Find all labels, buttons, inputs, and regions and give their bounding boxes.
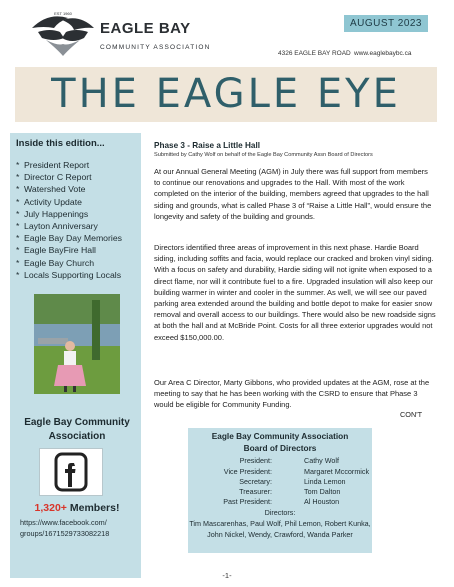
issue-date-badge: AUGUST 2023 (344, 15, 428, 32)
directors-list: John Nickel, Wendy, Crawford, Wanda Parker (207, 530, 353, 539)
logo-est-text: EST 1960 (54, 11, 72, 16)
website-link[interactable]: www.eaglebaybc.ca (354, 50, 412, 57)
sidebar-heading: Inside this edition... (16, 138, 105, 149)
directors-list: Tim Mascarenhas, Paul Wolf, Phil Lemon, Robert Kunka, (189, 519, 371, 528)
continued-marker: CON'T (400, 410, 423, 419)
list-item[interactable]: * Eagle Bay Day Memories (16, 233, 123, 244)
association-subtitle: COMMUNITY ASSOCIATION (100, 44, 211, 51)
article-title: Phase 3 - Raise a Little Hall (154, 141, 261, 150)
list-item[interactable]: * Eagle BayFire Hall (16, 245, 96, 256)
board-subtitle: Board of Directors (243, 443, 317, 453)
list-item[interactable]: * Layton Anniversary (16, 221, 98, 232)
member-count: 1,320+ Members! (34, 502, 120, 514)
article-paragraph: At our Annual General Meeting (AGM) in July there was full support from members to continue our renovations and upgrades to the Hall. With most of the work completed on the interior of the building, members agreed that upgrades to the hall siding and grounds, what is called Phase 3 of “Raise a Little Hall”, would ensure the longevity and safety of the building and grounds. (154, 167, 432, 221)
facebook-group-link[interactable]: https://www.facebook.com/ groups/1671529733082218 (20, 518, 110, 538)
article-byline: Submitted by Cathy Wolf on behalf of the Eagle Bay Community Assn Board of Directors (154, 152, 373, 158)
list-item[interactable]: * Eagle Bay Church (16, 257, 95, 268)
list-item[interactable]: * Activity Update (16, 196, 82, 207)
article-paragraph: Our Area C Director, Marty Gibbons, who provided updates at the AGM, rose at the meeting to say that he has been working with the CSRD to ensure that Phase 3 would be eligible for Community Funding. (154, 378, 430, 410)
list-item[interactable]: * President Report (16, 160, 90, 170)
street-address: 4326 EAGLE BAY ROAD (278, 50, 351, 57)
article-paragraph: Directors identified three areas of improvement in this next phase. Hardie Board siding, including soffits and facia, would replace our cracked and broken vinyl siding. With a focus on safety and durability, Hardie siding will not ignite when exposed to a direct flame, nor will it contribute fuel to a fire. Upgraded insulation will also keep our building warmer in winter and cooler in the summer. As well, we will see our paved parking area extended around the building and bottle depot to make for easier snow removal and overall access to our buildings. There would also be new roadside signs at both the hall and at McBride Point. Costs for all three exterior upgrades would not exceed $150,000.00. (154, 243, 436, 342)
facebook-icon[interactable] (39, 448, 103, 496)
list-item[interactable]: * July Happenings (16, 208, 89, 219)
contents-list (16, 159, 144, 281)
directors-label: Directors: (264, 508, 296, 517)
list-item[interactable]: * Watershed Vote (16, 184, 86, 195)
sidebar-photo (34, 294, 120, 394)
association-name: EAGLE BAY (100, 20, 191, 37)
association-logo (28, 8, 98, 60)
list-item[interactable]: * Director C Report (16, 172, 92, 183)
list-item[interactable]: * Locals Supporting Locals (16, 269, 122, 280)
newsletter-title: THE EAGLE EYE (51, 71, 401, 117)
sidebar-association-name: Eagle Bay Community Association (24, 417, 130, 442)
page-number: -1- (222, 571, 232, 580)
board-title: Eagle Bay Community Association (211, 431, 349, 441)
